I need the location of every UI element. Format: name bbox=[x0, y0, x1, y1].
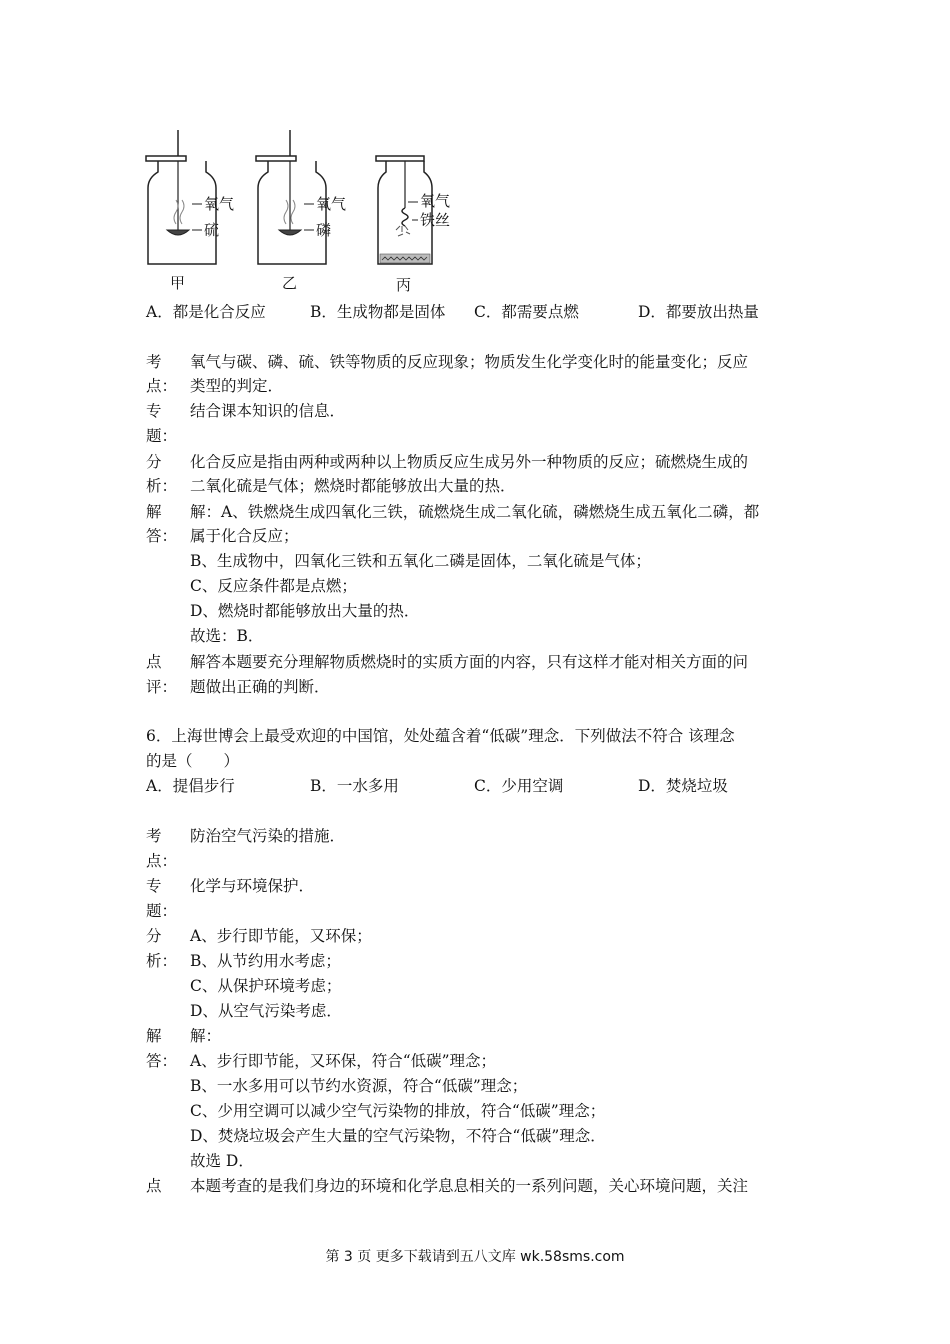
q6-jieda-label-2: 答： bbox=[146, 1052, 178, 1070]
q5-jieda-line: C、反应条件都是点燃； bbox=[190, 577, 357, 595]
q5-fenxi-label-2: 析： bbox=[146, 477, 178, 495]
page-footer: 第 3 页 更多下载请到五八文库 wk.58sms.com bbox=[325, 1249, 625, 1265]
combustion-bottles-figure bbox=[140, 126, 500, 296]
q5-jieda-line: B、生成物中，四氧化三铁和五氧化二磷是固体，二氧化硫是气体； bbox=[190, 552, 651, 570]
q5-option-d: D．都要放出热量 bbox=[638, 303, 759, 321]
q6-zhuanti-line: 化学与环境保护． bbox=[190, 877, 315, 895]
bottle-jia-name: 甲 bbox=[170, 274, 186, 292]
bottle-yi-gas-label: 氧气 bbox=[316, 195, 347, 213]
q5-fenxi-line: 二氧化硫是气体；燃烧时都能够放出大量的热． bbox=[190, 477, 516, 495]
q6-fenxi-line: B、从节约用水考虑； bbox=[190, 952, 341, 970]
q5-kaodian-line: 氧气与碳、磷、硫、铁等物质的反应现象；物质发生化学变化时的能量变化；反应 bbox=[190, 353, 749, 371]
q6-stem-line: 的是（ ） bbox=[146, 752, 240, 770]
q6-jieda-line: D、焚烧垃圾会产生大量的空气污染物，不符合“低碳”理念． bbox=[190, 1127, 606, 1145]
q5-dianping-label-1: 点 bbox=[146, 653, 162, 671]
q6-stem-line: 6．上海世博会上最受欢迎的中国馆，处处蕴含着“低碳”理念．下列做法不符合 该理念 bbox=[146, 727, 735, 745]
q6-fenxi-line: A、步行即节能，又环保； bbox=[190, 927, 372, 945]
q5-dianping-label-2: 评： bbox=[146, 678, 178, 696]
q5-kaodian-label-1: 考 bbox=[146, 353, 162, 371]
q5-jieda-line: 属于化合反应； bbox=[190, 527, 299, 545]
q5-option-b: B．生成物都是固体 bbox=[310, 303, 446, 321]
bottle-bing-substance-label: 铁丝 bbox=[420, 211, 451, 229]
q6-jieda-line: 故选 D． bbox=[190, 1152, 254, 1170]
q6-jieda-label-1: 解 bbox=[146, 1027, 162, 1045]
q5-option-c: C．都需要点燃 bbox=[474, 303, 579, 321]
q5-jieda-line: 解：A、铁燃烧生成四氧化三铁，硫燃烧生成二氧化硫，磷燃烧生成五氧化二磷，都 bbox=[190, 503, 760, 521]
q6-jieda-line: B、一水多用可以节约水资源，符合“低碳”理念； bbox=[190, 1077, 528, 1095]
bottle-bing bbox=[376, 156, 450, 294]
q5-jieda-line: 故选：B． bbox=[190, 627, 264, 645]
bottle-jia-gas-label: 氧气 bbox=[204, 195, 235, 213]
q5-fenxi-line: 化合反应是指由两种或两种以上物质反应生成另外一种物质的反应；硫燃烧生成的 bbox=[190, 453, 749, 471]
bottle-jia bbox=[146, 130, 234, 292]
q6-jieda-line: C、少用空调可以减少空气污染物的排放，符合“低碳”理念； bbox=[190, 1102, 606, 1120]
q6-dianping-line: 本题考查的是我们身边的环境和化学息息相关的一系列问题，关心环境问题，关注 bbox=[190, 1177, 749, 1195]
q6-kaodian-line: 防治空气污染的措施． bbox=[190, 827, 346, 845]
bottle-bing-gas-label: 氧气 bbox=[420, 192, 451, 210]
q6-zhuanti-label-1: 专 bbox=[146, 877, 162, 895]
q6-jieda-line: 解： bbox=[190, 1027, 222, 1045]
q5-jieda-label-1: 解 bbox=[146, 503, 162, 521]
bottle-yi-substance-label: 磷 bbox=[316, 221, 332, 239]
q6-option-b: B．一水多用 bbox=[310, 777, 399, 795]
bottle-jia-substance-label: 硫 bbox=[204, 221, 220, 239]
bottle-bing-name: 丙 bbox=[396, 276, 412, 294]
q5-dianping-line: 题做出正确的判断． bbox=[190, 678, 330, 696]
q6-option-a: A．提倡步行 bbox=[146, 777, 235, 795]
q6-kaodian-label-1: 考 bbox=[146, 827, 162, 845]
q5-zhuanti-label-2: 题： bbox=[146, 427, 178, 445]
q5-dianping-line: 解答本题要充分理解物质燃烧时的实质方面的内容，只有这样才能对相关方面的问 bbox=[190, 653, 749, 671]
bottle-yi bbox=[256, 130, 346, 292]
q6-fenxi-line: D、从空气污染考虑． bbox=[190, 1002, 342, 1020]
q5-kaodian-line: 类型的判定． bbox=[190, 377, 284, 395]
q5-jieda-label-2: 答： bbox=[146, 527, 178, 545]
q5-zhuanti-line: 结合课本知识的信息． bbox=[190, 402, 346, 420]
q5-fenxi-label-1: 分 bbox=[146, 453, 162, 471]
q6-option-c: C．少用空调 bbox=[474, 777, 564, 795]
q5-kaodian-label-2: 点： bbox=[146, 377, 178, 395]
q6-zhuanti-label-2: 题： bbox=[146, 902, 178, 920]
q6-option-d: D．焚烧垃圾 bbox=[638, 777, 728, 795]
q6-fenxi-label-1: 分 bbox=[146, 927, 162, 945]
q5-option-a: A．都是化合反应 bbox=[146, 303, 266, 321]
q6-jieda-line: A、步行即节能，又环保，符合“低碳”理念； bbox=[190, 1052, 497, 1070]
q5-zhuanti-label-1: 专 bbox=[146, 402, 162, 420]
q6-dianping-label-1: 点 bbox=[146, 1177, 162, 1195]
q6-kaodian-label-2: 点： bbox=[146, 852, 178, 870]
q6-fenxi-line: C、从保护环境考虑； bbox=[190, 977, 342, 995]
q5-jieda-line: D、燃烧时都能够放出大量的热． bbox=[190, 602, 420, 620]
bottle-yi-name: 乙 bbox=[282, 274, 298, 292]
q6-fenxi-label-2: 析： bbox=[146, 952, 178, 970]
